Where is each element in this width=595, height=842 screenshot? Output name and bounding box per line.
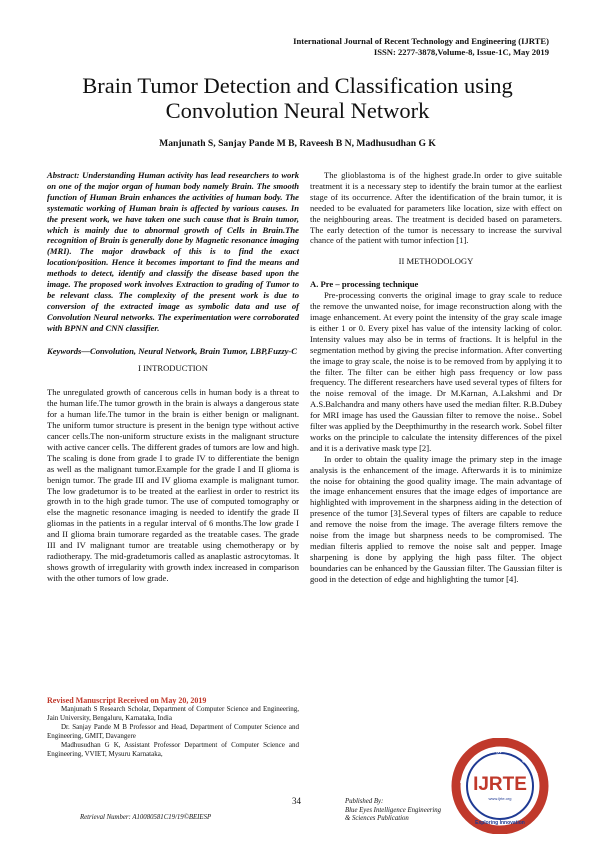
intro-heading: I INTRODUCTION <box>138 362 208 373</box>
authors: Manjunath S, Sanjay Pande M B, Raveesh B N, Madhusudhan G K <box>159 138 436 149</box>
page-number: 34 <box>292 796 301 806</box>
intro-continued: The glioblastoma is of the highest grade.In order to give suitable treatment it is a necessary step to identify the brain tumor at the earliest stage of its occurrence. After the identification of the brain tumor, it is needed to be evaluated for parameters like location, size with effect on the neighbouring areas. The treatment is decided based on parameters. The early detection of the tumor is necessary to increase the survival chance of the patient with tumor infection [1]. <box>310 170 562 246</box>
publisher-line-2: & Sciences Publication <box>345 815 409 822</box>
paper-title <box>40 73 555 123</box>
journal-name: International Journal of Recent Technology and Engineering (IJRTE) <box>293 36 549 46</box>
abstract: Abstract: Understanding Human activity has lead researchers to work on one of the major organ of human body namely Brain. The smooth function of Human Brain enhances the activities of human body. The systematic working of Human brain is affected by various causes. In the present work, we have taken one such cause that is Brain tumor, which is mainly due to abnormal growth of Cells in Brain.The recognition of Brain is generally done by Magnetic resonance imaging (MRI). The major drawback of this is to find the exact location/position. Hence it becomes important to find the means and methods to detect, identify and classify the disease based upon the image. The proposed work involves Extraction to grading of Tumor to be relevant class. The complexity of the present work is due to conversion of the extracted image as symbolic data and use of Convolution Neural networks. The experimentation were corroborated with BPNN and CNN classifier. <box>47 170 299 333</box>
publisher-line-1: Blue Eyes Intelligence Engineering <box>345 806 442 814</box>
keywords: Keywords—Convolution, Neural Network, Brain Tumor, LBP,Fuzzy-C <box>47 345 297 356</box>
preprocessing-text: Pre-processing converts the original image to gray scale to reduce the remove the unwanted noise, for image reconstruction along with the image enhancement. At every point the intensity of the gray scale image is either 1 or 0. Every pixel has value of the intensity lacking of color. Intensity values may also be in terms of fractions. It is helpful in the segmentation method by giving the precise information. After converting the image to gray scale, the noise is to be removed from by applying it to the filter. The filter can be either high pass frequency or low pass frequency. The different researchers have used several types of filters for the noise removal of the image. Dr M.Karnan, A.Lakshmi and Dr A.S.Balchandra and many others have used the median filter. R.B.Dubey for MRI image has used the Gaussian filter to remove the noise.. Sobel filter was applied by the Deepthimurthy in the research work. Sobel filter works on the principle to calculate the intensity differences of the pixel and it is a derivative mask type [2]. <box>310 290 563 453</box>
subsection-preprocessing-heading: A. Pre – processing technique <box>310 279 419 290</box>
logo-name: IJRTE <box>473 774 527 795</box>
journal-logo <box>450 738 550 834</box>
logo-url: www.ijrte.org <box>488 796 512 801</box>
left-column <box>47 170 299 584</box>
retrieval-number: Retrieval Number: A10080581C19/19©BEIESP <box>80 814 212 821</box>
title-line-1: Brain Tumor Detection and Classification using <box>82 73 513 98</box>
ijrte-seal-icon <box>450 738 550 834</box>
published-by-label: Published By: <box>345 798 384 805</box>
title-line-2: Convolution Neural Network <box>165 98 430 123</box>
enhancement-text: In order to obtain the quality image the primary step in the image analysis is the enhancement of the image. Afterwards it is to minimize the noise for obtaining the good quality image. The main advantage of the image enhancement ensures that the image edges of importance are highlighted with improvement in the sharpness aiding in the detection of presence of the tumor [3].Several types of filters are capable to reduce and remove the noise from the image. The average filters remove the noise from the image but sharpness needs to be compromised. The median filteris applied to remove the noise salt and pepper. Image sharpening is done by applying the high pass filter. The object boundaries can be enhanced by the Gaussian filter. The Gaussian filter is good in the detection of edge and highlighting the tumor [4]. <box>310 453 562 584</box>
footnote-author-2: Dr. Sanjay Pande M B Professor and Head, Department of Computer Science and Engineering, GMIT, Davangere <box>47 723 299 740</box>
footnotes <box>47 696 299 759</box>
intro-text: The unregulated growth of cancerous cells in human body is a threat to the human life.The tumor growth in the brain is always a dangerous state for a human life.The tumor in the brain is either benign or malignant. The uniform tumor structure is present in the benign type without active cancer cells.The non-uniform structure exists in the malignant structure with active cancer cells. The different grades of tumors are low and high. The scaling is done from grade I to grade IV to differentiate the benign as well as the malignant tumor.Example for the grade I and II glioma is benign tumor. The grade III and IV glioma example is malignant tumor. The low gradetumor is to be treated at the earliest in order to restrict its growth in to the high grade tumor. The use of computed tomography or else the magnetic resonance imaging is needed to identify the grade II gliomas in the patients in a regular interval of 6 months.The low grade I and II glioma brain tumorare regarded as the treatable cases. The grade III and IV malignant tumor are treatable using chemotherapy or by radiotherapy. The mid-gradetumoris called as anaplastic astrocytomas. It shows growth of irregularity with growth index increased in comparison with the other tumors of low grade. <box>47 387 299 583</box>
revised-manuscript-note: Revised Manuscript Received on May 20, 2019 <box>47 696 207 705</box>
publisher-info <box>345 798 441 824</box>
footnote-author-1: Manjunath S Research Scholar, Department of Computer Science and Engineering, Jain University, Bengaluru, Karnataka, India <box>47 705 299 722</box>
right-column <box>310 170 562 585</box>
logo-ring-text: Recent Technology and Engineering <box>460 747 540 785</box>
methodology-heading: II METHODOLOGY <box>398 256 474 267</box>
logo-tagline: Exploring Innovation <box>475 820 525 826</box>
journal-header <box>293 36 549 58</box>
journal-issn: ISSN: 2277-3878,Volume-8, Issue-1C, May 2019 <box>373 47 549 57</box>
footnote-author-3: Madhusudhan G K, Assistant Professor Department of Computer Science and Engineering, VVIET, Mysuru Karnataka, <box>47 741 299 758</box>
